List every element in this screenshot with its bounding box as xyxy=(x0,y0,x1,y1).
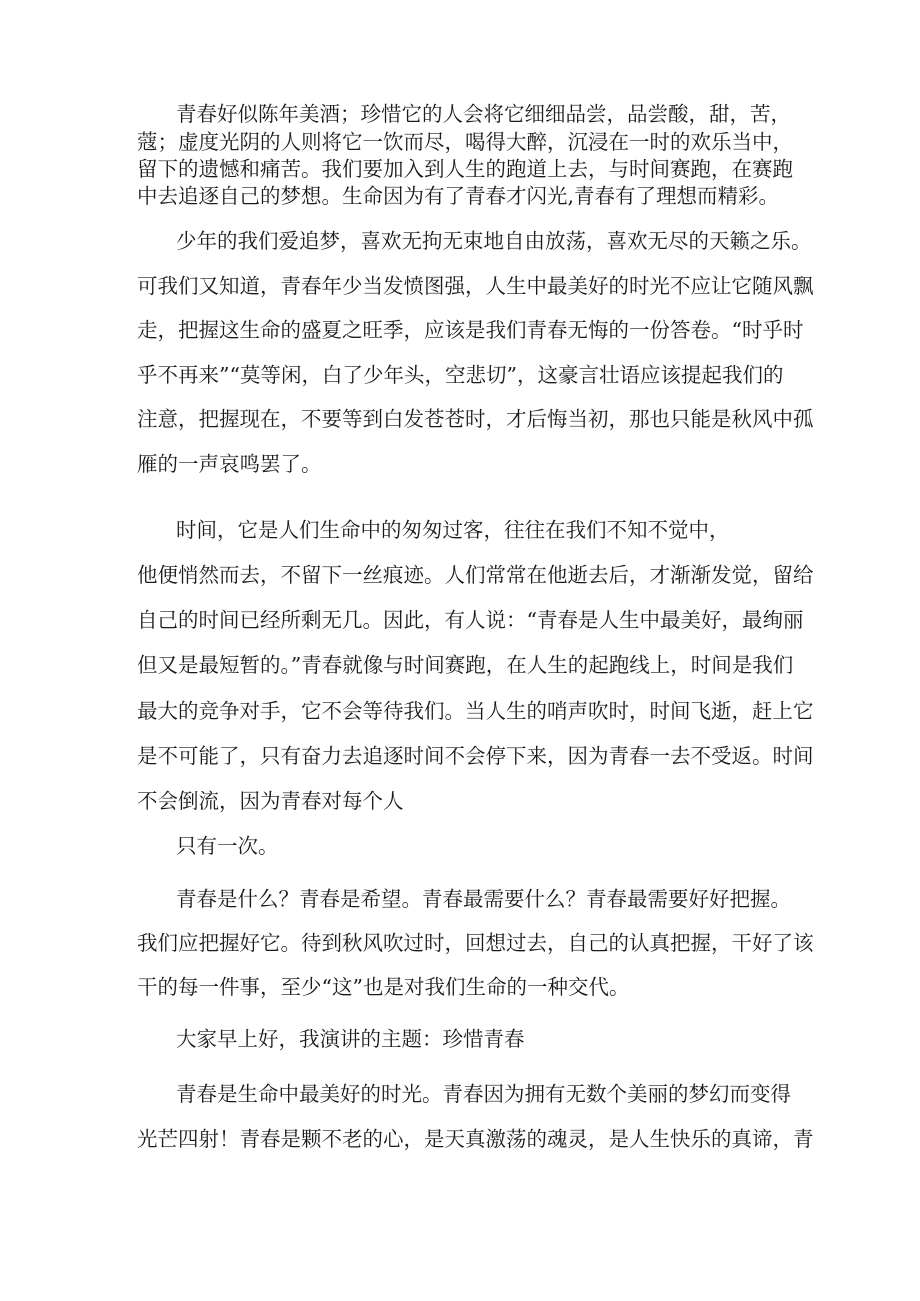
paragraph-3-line-7: 不会倒流，因为青春对每个人 xyxy=(137,789,404,813)
paragraph-5-line-2: 我们应把握好它。待到秋风吹过时，回想过去，自己的认真把握，干好了该 xyxy=(137,931,814,955)
paragraph-2-line-5: 注意，把握现在，不要等到白发苍苍时，才后悔当初，那也只能是秋风中孤 xyxy=(137,407,814,431)
paragraph-4-line-1: 只有一次。 xyxy=(176,834,279,858)
paragraph-7-line-1: 青春是生命中最美好的时光。青春因为拥有无数个美丽的梦幻而变得 xyxy=(176,1082,791,1106)
paragraph-3-line-3: 自己的时间已经所剩无几。因此，有人说：“青春是人生中最美好，最绚丽 xyxy=(137,608,804,632)
paragraph-5-line-3: 干的每一件事，至少“这”也是对我们生命的一种交代。 xyxy=(137,975,630,999)
paragraph-1-line-2: 蔻；虚度光阴的人则将它一饮而尽，喝得大醉，沉浸在一时的欢乐当中， xyxy=(137,130,793,154)
paragraph-6-line-1: 大家早上好，我演讲的主题：珍惜青春 xyxy=(176,1027,525,1051)
paragraph-3-line-5: 最大的竞争对手，它不会等待我们。当人生的哨声吹时，时间飞逝，赶上它 xyxy=(137,699,814,723)
paragraph-7-line-2: 光芒四射！青春是颗不老的心，是天真激荡的魂灵，是人生快乐的真谛，青 xyxy=(137,1127,814,1151)
paragraph-3-line-4: 但又是最短暂的。”青春就像与时间赛跑，在人生的起跑线上，时间是我们 xyxy=(137,653,794,677)
paragraph-1-line-3: 留下的遗憾和痛苦。我们要加入到人生的跑道上去，与时间赛跑，在赛跑 xyxy=(137,157,793,181)
paragraph-2-line-4: 乎不再来”“莫等闲，白了少年头，空悲切”，这豪言壮语应该提起我们的 xyxy=(137,363,784,387)
paragraph-2-line-1: 少年的我们爱追梦，喜欢无拘无束地自由放荡，喜欢无尽的天籁之乐。 xyxy=(176,229,812,253)
paragraph-2-line-3: 走，把握这生命的盛夏之旺季，应该是我们青春无悔的一份答卷。“时乎时 xyxy=(137,318,804,342)
paragraph-2-line-2: 可我们又知道，青春年少当发愤图强，人生中最美好的时光不应让它随风飘 xyxy=(137,274,814,298)
paragraph-3-line-1: 时间，它是人们生命中的匆匆过客，往往在我们不知不觉中， xyxy=(176,518,730,542)
paragraph-1-line-4: 中去追逐自己的梦想。生命因为有了青春才闪光,青春有了理想而精彩。 xyxy=(137,184,780,208)
paragraph-1-line-1: 青春好似陈年美酒；珍惜它的人会将它细细品尝，品尝酸，甜，苦， xyxy=(176,102,791,126)
paragraph-2-line-6: 雁的一声哀鸣罢了。 xyxy=(137,452,322,476)
paragraph-3-line-2: 他便悄然而去，不留下一丝痕迹。人们常常在他逝去后，才渐渐发觉，留给 xyxy=(137,563,814,587)
paragraph-3-line-6: 是不可能了，只有奋力去追逐时间不会停下来，因为青春一去不受返。时间 xyxy=(137,744,814,768)
paragraph-5-line-1: 青春是什么？青春是希望。青春最需要什么？青春最需要好好把握。 xyxy=(176,887,791,911)
